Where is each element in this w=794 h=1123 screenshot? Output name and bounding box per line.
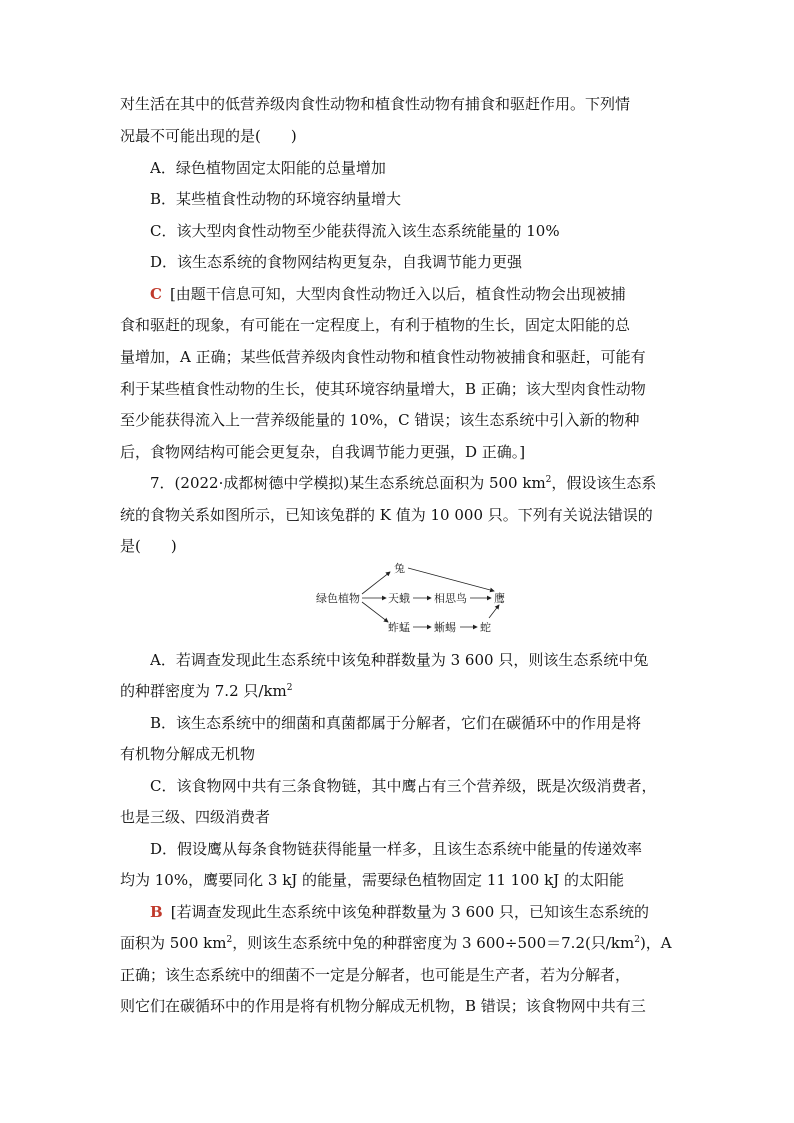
q7-option-a-text-2: 的种群密度为 7.2 只/km xyxy=(120,682,287,700)
q6-explanation-line-1 xyxy=(150,284,680,304)
q7-option-d-line-1: D．假设鹰从每条食物链获得能量一样多，且该生态系统中能量的传递效率 xyxy=(150,840,643,858)
q7-stem-line-3: 是( ) xyxy=(120,537,177,555)
q6-stem-line-1: 对生活在其中的低营养级肉食性动物和植食性动物有捕食和驱赶作用。下列情 xyxy=(120,95,631,113)
q6-explanation-line-6: 后，食物网结构可能会更复杂，自我调节能力更强，D 正确。] xyxy=(120,443,526,461)
node-eagle: 鹰 xyxy=(494,592,505,605)
q7-stem-text-1a: 7．(2022·成都树德中学模拟)某生态系统总面积为 500 km xyxy=(150,474,546,492)
q7-explanation-text-1: [若调查发现此生态系统中该兔种群数量为 3 600 只，已知该生态系统的 xyxy=(170,903,650,921)
q7-explanation-sup-2: 2 xyxy=(634,935,640,945)
node-moth: 天蛾 xyxy=(388,592,410,605)
q6-option-a: A．绿色植物固定太阳能的总量增加 xyxy=(150,159,386,177)
q7-explanation-line-1 xyxy=(150,902,680,922)
q6-explanation-line-2: 食和驱赶的现象，有可能在一定程度上，有利于植物的生长，固定太阳能的总 xyxy=(120,316,631,334)
q7-option-a-line-1: A．若调查发现此生态系统中该兔种群数量为 3 600 只，则该生态系统中兔 xyxy=(150,651,649,669)
q7-explanation-sup-1: 2 xyxy=(226,935,233,945)
arrow-rabbit-eagle xyxy=(408,568,494,591)
q7-option-a-sup: 2 xyxy=(286,683,293,693)
node-rabbit: 兔 xyxy=(394,562,405,575)
q7-explanation-text-2c: )，A xyxy=(639,934,672,952)
q7-explanation-line-4: 则它们在碳循环中的作用是将有机物分解成无机物，B 错误；该食物网中共有三 xyxy=(120,997,646,1015)
food-web-diagram xyxy=(300,560,530,636)
q6-stem-line-2: 况最不可能出现的是( ) xyxy=(120,127,297,145)
arrow-plant-rabbit xyxy=(362,572,390,594)
q6-explanation-line-3: 量增加，A 正确；某些低营养级肉食性动物和植食性动物被捕食和驱赶，可能有 xyxy=(120,348,646,366)
node-plant: 绿色植物 xyxy=(316,592,360,605)
q6-answer: C xyxy=(150,285,162,303)
q7-stem-line-2: 统的食物关系如图所示，已知该兔群的 K 值为 10 000 只。下列有关说法错误的 xyxy=(120,506,653,524)
q6-explanation-text-1: [由题干信息可知，大型肉食性动物迁入以后，植食性动物会出现被捕 xyxy=(169,285,626,303)
q7-explanation-text-2a: 面积为 500 km xyxy=(120,934,227,952)
node-grasshopper: 蚱蜢 xyxy=(388,621,410,634)
q7-answer: B xyxy=(150,903,163,921)
arrow-snake-eagle xyxy=(489,605,499,618)
q7-option-d-line-2: 均为 10%，鹰要同化 3 kJ 的能量，需要绿色植物固定 11 100 kJ 的太阳能 xyxy=(120,871,624,889)
q7-option-a-line-2 xyxy=(120,681,680,701)
arrow-plant-grasshopper xyxy=(362,602,388,622)
q7-option-b-line-1: B．该生态系统中的细菌和真菌都属于分解者，它们在碳循环中的作用是将 xyxy=(150,714,642,732)
q7-stem-text-1b: ，假设该生态系 xyxy=(551,474,657,492)
q7-explanation-line-2 xyxy=(120,933,680,953)
q7-explanation-line-3: 正确；该生态系统中的细菌不一定是分解者，也可能是生产者，若为分解者， xyxy=(120,966,631,984)
q6-explanation-line-4: 利于某些植食性动物的生长，使其环境容纳量增大，B 正确；该大型肉食性动物 xyxy=(120,380,646,398)
q7-explanation-text-2b: ，则该生态系统中兔的种群密度为 3 600÷500＝7.2(只/km xyxy=(232,934,635,952)
q7-stem-sup: 2 xyxy=(545,475,552,485)
node-lizard: 蜥蜴 xyxy=(434,621,456,634)
q7-option-c-line-2: 也是三级、四级消费者 xyxy=(120,808,271,826)
q6-option-b: B．某些植食性动物的环境容纳量增大 xyxy=(150,190,402,208)
q6-explanation-line-5: 至少能获得流入上一营养级能量的 10%，C 错误；该生态系统中引入新的物种 xyxy=(120,411,640,429)
q7-option-c-line-1: C．该食物网中共有三条食物链，其中鹰占有三个营养级，既是次级消费者， xyxy=(150,777,657,795)
q7-stem-line-1 xyxy=(150,473,680,493)
q6-option-c: C．该大型肉食性动物至少能获得流入该生态系统能量的 10% xyxy=(150,222,560,240)
node-bird: 相思鸟 xyxy=(434,592,467,605)
q7-option-b-line-2: 有机物分解成无机物 xyxy=(120,745,256,763)
node-snake: 蛇 xyxy=(480,621,491,634)
q6-option-d: D．该生态系统的食物网结构更复杂，自我调节能力更强 xyxy=(150,253,523,271)
